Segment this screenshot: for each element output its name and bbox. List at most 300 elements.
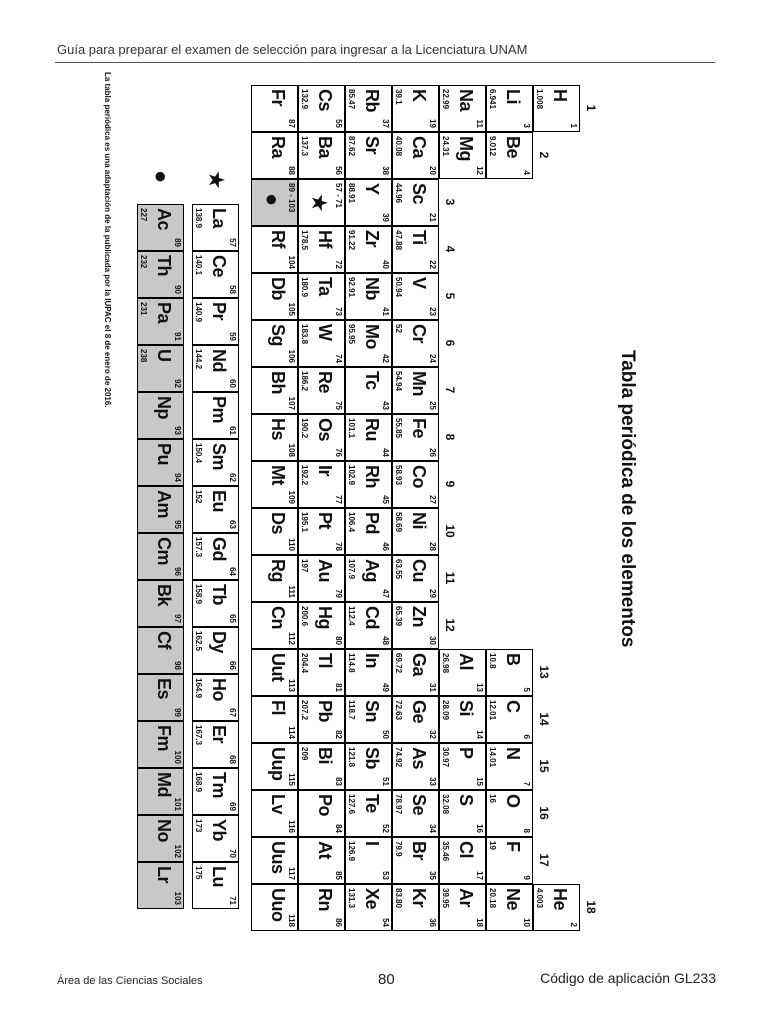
element-symbol: V [409, 277, 429, 289]
element-symbol: Ar [456, 888, 476, 908]
atomic-mass: 164.9 [194, 678, 203, 699]
element-cell [137, 251, 184, 298]
atomic-number: 52 [381, 824, 390, 833]
element-cell [392, 602, 439, 649]
atomic-number: 104 [287, 255, 296, 269]
element-cell [251, 414, 298, 461]
element-cell [392, 884, 439, 931]
atomic-mass: 158.9 [194, 584, 203, 605]
atomic-mass: 127.6 [347, 794, 356, 815]
element-symbol: Tl [315, 653, 335, 668]
element-cell [298, 273, 345, 320]
atomic-number: 55 [334, 119, 343, 128]
element-cell [439, 837, 486, 884]
atomic-mass: 65.39 [394, 606, 403, 627]
atomic-number: 62 [228, 473, 237, 482]
group-number: 5 [443, 292, 457, 300]
atomic-number: 106 [287, 349, 296, 363]
atomic-number: 6 [522, 734, 531, 739]
element-symbol: Tb [209, 584, 229, 605]
element-symbol: Rb [362, 89, 382, 112]
element-symbol: Li [503, 89, 523, 104]
element-symbol: Pr [209, 302, 229, 321]
element-cell [439, 132, 486, 179]
element-cell [345, 884, 392, 931]
atomic-number: 43 [381, 401, 390, 410]
atomic-mass: 106.4 [347, 512, 356, 533]
atomic-mass: 91.22 [347, 230, 356, 251]
group-number: 2 [537, 151, 551, 159]
element-symbol: Am [154, 490, 174, 519]
element-symbol: Os [315, 418, 335, 442]
group-number: 11 [443, 571, 457, 585]
element-cell [251, 743, 298, 790]
series-placeholder-cell [298, 179, 345, 226]
element-symbol: Sc [409, 183, 429, 205]
atomic-mass: 232 [139, 255, 148, 269]
element-symbol: Nd [209, 349, 229, 372]
atomic-mass: 85.47 [347, 89, 356, 110]
element-symbol: Sn [362, 700, 382, 723]
atomic-number: 81 [334, 683, 343, 692]
element-cell [298, 790, 345, 837]
element-cell [137, 345, 184, 392]
element-symbol: Dy [209, 631, 229, 654]
atomic-number: 32 [428, 730, 437, 739]
atomic-number: 95 [173, 520, 182, 529]
element-symbol: Rh [362, 465, 382, 488]
atomic-mass: 83.80 [394, 888, 403, 909]
group-number: 9 [443, 480, 457, 488]
element-symbol: Ni [409, 512, 429, 529]
circle-icon: ● [149, 170, 174, 184]
atomic-mass: 197 [300, 559, 309, 573]
element-symbol: Fm [154, 725, 174, 751]
element-symbol: Mt [268, 465, 288, 485]
atomic-mass: 74.92 [394, 747, 403, 768]
element-symbol: Th [154, 255, 174, 276]
element-cell [298, 320, 345, 367]
element-symbol: Es [154, 678, 174, 700]
atomic-number: 72 [334, 260, 343, 269]
atomic-mass: 28.09 [441, 700, 450, 721]
footer-area: Área de las Ciencias Sociales [57, 975, 203, 987]
element-symbol: Cd [362, 606, 382, 629]
atomic-number: 115 [287, 773, 296, 786]
atomic-number: 74 [334, 354, 343, 363]
element-cell [439, 85, 486, 132]
atomic-number: 87 [287, 119, 296, 128]
element-cell [298, 649, 345, 696]
atomic-number: 98 [173, 661, 182, 670]
element-cell [298, 132, 345, 179]
element-cell [392, 508, 439, 555]
atomic-mass: 178.5 [300, 230, 309, 251]
element-symbol: Sg [268, 324, 288, 347]
footer-code: Código de aplicación GL233 [540, 970, 716, 986]
element-symbol: S [456, 794, 476, 806]
atomic-number: 114 [287, 726, 296, 739]
atomic-number: 86 [334, 918, 343, 927]
atomic-mass: 47.88 [394, 230, 403, 251]
element-symbol: Ag [362, 559, 382, 582]
atomic-number: 103 [173, 891, 182, 905]
group-number: 14 [537, 712, 551, 726]
element-symbol: Cm [154, 537, 174, 566]
atomic-number: 118 [287, 914, 296, 927]
atomic-number: 84 [334, 824, 343, 833]
element-symbol: Sr [362, 136, 382, 155]
atomic-number: 48 [381, 636, 390, 645]
element-cell [251, 367, 298, 414]
header-rule [55, 62, 715, 63]
group-number: 16 [537, 806, 551, 820]
element-cell [251, 649, 298, 696]
element-symbol: Er [209, 725, 229, 744]
element-cell [345, 602, 392, 649]
atomic-number: 23 [428, 307, 437, 316]
atomic-number: 53 [381, 871, 390, 880]
element-cell [439, 743, 486, 790]
atomic-mass: 40.08 [394, 136, 403, 157]
element-symbol: Al [456, 653, 476, 670]
element-symbol: Zn [409, 606, 429, 627]
element-cell [345, 273, 392, 320]
element-cell [251, 790, 298, 837]
atomic-mass: 14.01 [488, 747, 497, 768]
atomic-number: 5 [522, 687, 531, 692]
atomic-mass: 30.97 [441, 747, 450, 768]
circle-icon: ● [260, 193, 285, 207]
element-symbol: Cn [268, 606, 288, 629]
element-cell [251, 508, 298, 555]
atomic-mass: 88.91 [347, 183, 356, 204]
atomic-mass: 183.8 [300, 324, 309, 345]
element-symbol: W [315, 324, 335, 341]
atomic-number: 60 [228, 379, 237, 388]
element-cell [298, 696, 345, 743]
element-cell [345, 320, 392, 367]
element-symbol: Kr [409, 888, 429, 908]
element-symbol: Ca [409, 136, 429, 159]
star-icon: ★ [204, 170, 229, 190]
atomic-mass: 162.5 [194, 631, 203, 652]
element-symbol: Si [456, 700, 476, 717]
element-symbol: Uuo [268, 888, 288, 922]
atomic-number: 36 [428, 918, 437, 927]
element-cell [392, 367, 439, 414]
element-cell [137, 815, 184, 862]
element-cell [192, 674, 239, 721]
element-symbol: Np [154, 396, 174, 419]
group-number: 1 [584, 104, 598, 112]
element-symbol: Cu [409, 559, 429, 582]
atomic-number: 12 [475, 166, 484, 175]
series-placeholder-cell [251, 179, 298, 226]
element-symbol: B [503, 653, 523, 666]
atomic-mass: 192.2 [300, 465, 309, 486]
atomic-mass: 138.9 [194, 208, 203, 229]
element-symbol: Rn [315, 888, 335, 911]
atomic-number: 18 [475, 918, 484, 927]
atomic-number: 42 [381, 354, 390, 363]
element-symbol: Cf [154, 631, 174, 649]
element-cell [392, 179, 439, 226]
element-symbol: Mn [409, 371, 429, 396]
element-cell [345, 555, 392, 602]
element-symbol: Fr [268, 89, 288, 106]
atomic-mass: 140.1 [194, 255, 203, 276]
atomic-number: 8 [522, 828, 531, 833]
element-cell [251, 85, 298, 132]
atomic-number: 34 [428, 824, 437, 833]
element-cell [137, 204, 184, 251]
element-symbol: La [209, 208, 229, 229]
atomic-number: 89 [173, 238, 182, 247]
element-cell [439, 884, 486, 931]
element-cell [137, 674, 184, 721]
element-symbol: Sb [362, 747, 382, 770]
element-symbol: I [362, 841, 382, 846]
atomic-number: 13 [475, 683, 484, 692]
element-symbol: Ra [268, 136, 288, 159]
element-symbol: H [550, 89, 570, 102]
element-cell [392, 85, 439, 132]
element-cell [298, 461, 345, 508]
atomic-number: 82 [334, 730, 343, 739]
atomic-mass: 231 [139, 302, 148, 316]
element-cell [345, 85, 392, 132]
element-cell [392, 837, 439, 884]
element-symbol: No [154, 819, 174, 842]
atomic-number: 91 [173, 332, 182, 341]
atomic-mass: 186.2 [300, 371, 309, 392]
atomic-mass: 10.8 [488, 653, 497, 669]
element-symbol: Bh [268, 371, 288, 394]
element-symbol: Ne [503, 888, 523, 911]
element-cell [533, 85, 580, 132]
element-cell [392, 555, 439, 602]
atomic-mass: 227 [139, 208, 148, 222]
atomic-mass: 44.96 [394, 183, 403, 204]
atomic-number: 116 [287, 820, 296, 833]
element-cell [392, 132, 439, 179]
atomic-number: 97 [173, 614, 182, 623]
atomic-mass: 121.8 [347, 747, 356, 768]
element-symbol: O [503, 794, 523, 808]
atomic-mass: 9.012 [488, 136, 497, 157]
atomic-mass: 54.94 [394, 371, 403, 392]
atomic-mass: 126.9 [347, 841, 356, 862]
atomic-number: 46 [381, 542, 390, 551]
element-symbol: Yb [209, 819, 229, 842]
atomic-number: 10 [522, 918, 531, 927]
atomic-number: 112 [287, 632, 296, 645]
element-cell [192, 815, 239, 862]
element-symbol: Fl [268, 700, 288, 715]
element-symbol: Lr [154, 866, 174, 883]
element-cell [392, 414, 439, 461]
atomic-number: 88 [287, 166, 296, 175]
element-cell [251, 461, 298, 508]
atomic-number: 20 [428, 166, 437, 175]
atomic-mass: 137.3 [300, 136, 309, 157]
atomic-number: 7 [522, 781, 531, 786]
atomic-mass: 107.9 [347, 559, 356, 580]
element-cell [345, 508, 392, 555]
element-cell [137, 862, 184, 909]
element-symbol: Po [315, 794, 335, 817]
atomic-mass: 112.4 [347, 606, 356, 626]
atomic-mass: 32.08 [441, 794, 450, 815]
element-cell [137, 721, 184, 768]
element-cell [192, 533, 239, 580]
element-cell [137, 768, 184, 815]
element-cell [439, 649, 486, 696]
element-cell [345, 226, 392, 273]
element-symbol: Bk [154, 584, 174, 607]
atomic-number: 16 [475, 824, 484, 833]
group-number: 10 [443, 524, 457, 538]
element-symbol: He [550, 888, 570, 911]
star-icon: ★ [307, 193, 332, 213]
atomic-mass: 78.97 [394, 794, 403, 815]
element-symbol: Eu [209, 490, 229, 513]
element-cell [192, 580, 239, 627]
element-symbol: Pm [209, 396, 229, 424]
atomic-mass: 167.3 [194, 725, 203, 746]
element-cell [251, 837, 298, 884]
atomic-number: 41 [381, 307, 390, 316]
atomic-mass: 26.98 [441, 653, 450, 674]
atomic-number: 27 [428, 495, 437, 504]
atomic-number: 77 [334, 495, 343, 504]
element-cell [345, 649, 392, 696]
element-symbol: Rf [268, 230, 288, 248]
element-symbol: Y [362, 183, 382, 195]
group-number: 3 [443, 198, 457, 206]
atomic-mass: 24.31 [441, 136, 450, 157]
group-number: 17 [537, 853, 551, 867]
element-symbol: As [409, 747, 429, 770]
atomic-number: 28 [428, 542, 437, 551]
element-cell [251, 884, 298, 931]
atomic-number: 58 [228, 285, 237, 294]
element-cell [345, 367, 392, 414]
element-symbol: Sm [209, 443, 229, 471]
atomic-mass: 190.2 [300, 418, 309, 439]
atomic-number: 70 [228, 849, 237, 858]
atomic-number: 117 [287, 867, 296, 880]
atomic-mass: 12.01 [488, 700, 497, 721]
element-symbol: Gd [209, 537, 229, 561]
atomic-mass: 79.9 [394, 841, 403, 857]
element-symbol: Ta [315, 277, 335, 296]
element-symbol: Pt [315, 512, 335, 529]
element-symbol: Ga [409, 653, 429, 677]
atomic-range: 57 - 71 [334, 183, 343, 208]
page-header: Guía para preparar el examen de selección para ingresar a la Licenciatura UNAM [57, 42, 528, 57]
element-cell [486, 743, 533, 790]
atomic-number: 47 [381, 589, 390, 598]
element-cell [192, 251, 239, 298]
atomic-mass: 55.85 [394, 418, 403, 439]
element-symbol: Ir [315, 465, 335, 477]
element-cell [392, 696, 439, 743]
element-cell [192, 298, 239, 345]
atomic-number: 64 [228, 567, 237, 576]
group-number: 12 [443, 618, 457, 632]
element-symbol: Na [456, 89, 476, 112]
element-symbol: Hs [268, 418, 288, 441]
element-cell [486, 696, 533, 743]
element-symbol: At [315, 841, 335, 859]
element-symbol: Xe [362, 888, 382, 910]
atomic-number: 37 [381, 119, 390, 128]
atomic-number: 31 [428, 683, 437, 692]
atomic-number: 78 [334, 542, 343, 551]
element-symbol: Pa [154, 302, 174, 324]
atomic-mass: 175 [194, 866, 203, 880]
element-cell [192, 721, 239, 768]
atomic-number: 17 [475, 871, 484, 880]
atomic-mass: 238 [139, 349, 148, 363]
element-cell [392, 790, 439, 837]
atomic-mass: 87.62 [347, 136, 356, 157]
element-symbol: Ce [209, 255, 229, 278]
atomic-mass: 114.8 [347, 653, 356, 673]
element-symbol: F [503, 841, 523, 852]
atomic-number: 30 [428, 636, 437, 645]
element-cell [345, 696, 392, 743]
element-symbol: P [456, 747, 476, 759]
atomic-number: 92 [173, 379, 182, 388]
element-symbol: Uus [268, 841, 288, 874]
element-symbol: Cr [409, 324, 429, 344]
element-cell [486, 837, 533, 884]
element-cell [251, 132, 298, 179]
element-cell [298, 743, 345, 790]
element-symbol: Bi [315, 747, 335, 764]
element-symbol: Au [315, 559, 335, 582]
element-symbol: Ti [409, 230, 429, 245]
element-cell [345, 461, 392, 508]
element-cell [192, 627, 239, 674]
element-cell [137, 439, 184, 486]
atomic-number: 26 [428, 448, 437, 457]
element-cell [345, 132, 392, 179]
atomic-number: 54 [381, 918, 390, 927]
element-cell [486, 85, 533, 132]
element-cell [192, 345, 239, 392]
atomic-number: 93 [173, 426, 182, 435]
atomic-mass: 195.1 [300, 512, 309, 533]
atomic-mass: 35.46 [441, 841, 450, 862]
element-cell [298, 414, 345, 461]
element-cell [533, 884, 580, 931]
atomic-number: 11 [475, 119, 484, 128]
atomic-mass: 58.93 [394, 465, 403, 486]
atomic-mass: 92.91 [347, 277, 356, 298]
atomic-number: 4 [522, 170, 531, 175]
element-symbol: Mg [456, 136, 476, 161]
element-cell [392, 743, 439, 790]
element-symbol: Pu [154, 443, 174, 466]
element-cell [251, 696, 298, 743]
atomic-number: 73 [334, 307, 343, 316]
element-symbol: Hf [315, 230, 335, 248]
element-symbol: Tc [362, 371, 382, 390]
